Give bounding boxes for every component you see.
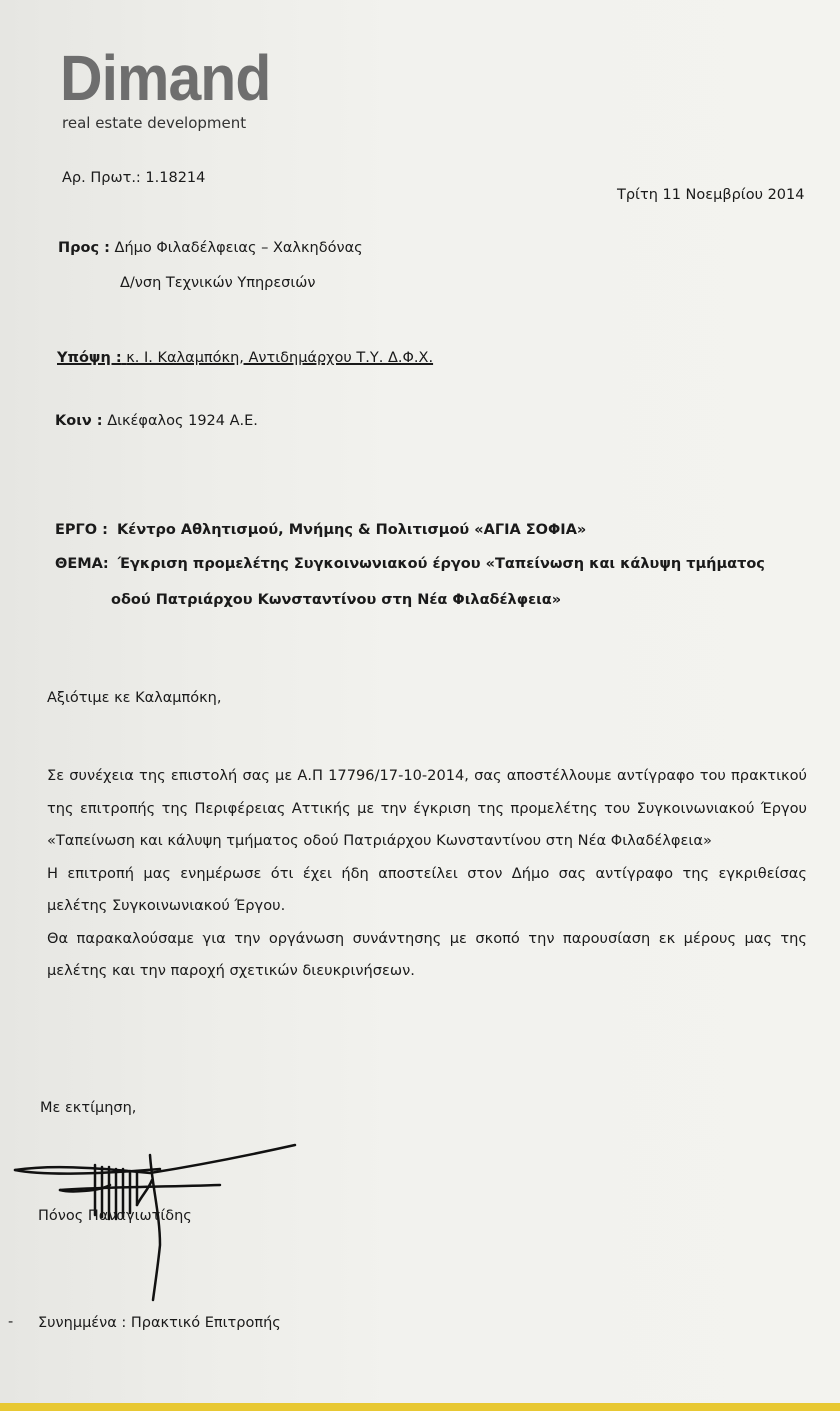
to-value: Δήμο Φιλαδέλφειας – Χαλκηδόνας <box>114 240 363 256</box>
protocol-number: Αρ. Πρωτ.: 1.18214 <box>62 170 206 186</box>
recipient-line1 <box>58 240 363 256</box>
to-label: Προς : <box>58 240 110 256</box>
cc-line <box>55 413 258 429</box>
attachments-line: Συνημμένα : Πρακτικό Επιτροπής <box>38 1315 281 1331</box>
body-paragraph: Θα παρακαλούσαμε για την οργάνωση συνάντησης με σκοπό την παρουσίαση εκ μέρους μας της μελέτης και την παροχή σχετικών διευκρινήσεων. <box>47 929 807 979</box>
subject-value-line2: οδού Πατριάρχου Κωνσταντίνου στη Νέα Φιλαδέλφεια» <box>111 592 562 608</box>
attention-line <box>57 350 433 366</box>
body-paragraph: Σε συνέχεια της επιστολή σας με Α.Π 17796/17-10-2014, σας αποστέλλουμε αντίγραφο του πρακτικού της επιτροπής της Περιφέρειας Αττικής με την έγκριση της προμελέτης του Συγκοινωνιακού Έργου «Ταπείνωση και κάλυψη τμήματος οδού Πατριάρχου Κωνσταντίνου στη Νέα Φιλαδέλφεια» <box>47 767 807 849</box>
attachment-bullet: - <box>8 1314 14 1330</box>
project-value: Κέντρο Αθλητισμού, Μνήμης & Πολιτισμού «ΑΓΙΑ ΣΟΦΙΑ» <box>117 522 587 538</box>
subject-value-line1: Έγκριση προμελέτης Συγκοινωνιακού έργου «Ταπείνωση και κάλυψη τμήματος <box>117 556 765 572</box>
letter-date: Τρίτη 11 Νοεμβρίου 2014 <box>617 187 805 203</box>
cc-label: Κοιν : <box>55 413 103 429</box>
cc-value: Δικέφαλος 1924 Α.Ε. <box>107 413 258 429</box>
company-logo: Dimand <box>60 42 271 114</box>
bottom-yellow-strip <box>0 1403 840 1411</box>
project-line <box>55 522 586 538</box>
letter-body <box>47 760 807 988</box>
attn-label: Υπόψη : <box>57 350 122 366</box>
body-paragraph: Η επιτροπή μας ενημέρωσε ότι έχει ήδη αποστείλει στον Δήμο σας αντίγραφο της εγκριθείσας μελέτης Συγκοινωνιακού Έργου. <box>47 864 807 914</box>
company-tagline: real estate development <box>62 114 247 132</box>
project-label: ΕΡΓΟ : <box>55 522 108 538</box>
salutation: Αξιότιμε κε Καλαμπόκη, <box>47 690 222 706</box>
subject-line <box>55 556 765 572</box>
closing: Με εκτίμηση, <box>40 1100 137 1116</box>
attn-value: κ. Ι. Καλαμπόκη, Αντιδημάρχου Τ.Υ. Δ.Φ.Χ. <box>126 350 434 366</box>
subject-label: ΘΕΜΑ: <box>55 556 109 572</box>
recipient-line2: Δ/νση Τεχνικών Υπηρεσιών <box>120 275 316 291</box>
signatory-name: Πόνος Παναγιωτίδης <box>38 1208 192 1224</box>
